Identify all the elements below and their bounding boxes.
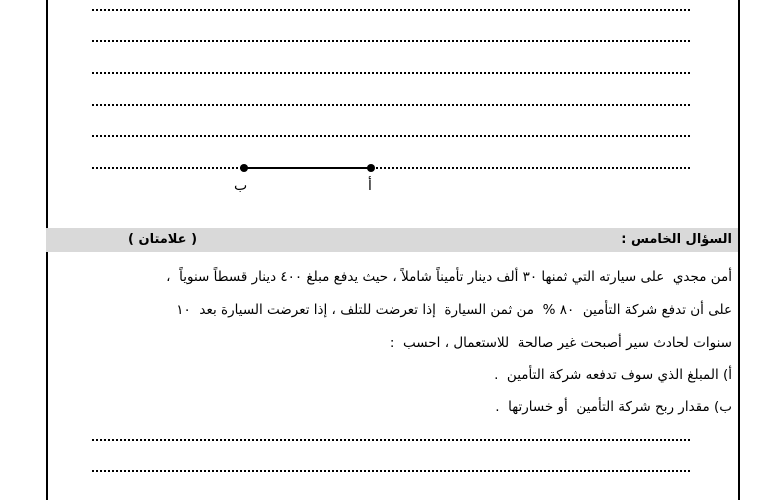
segment-label-a: أ	[368, 178, 372, 194]
segment-label-b: ب	[234, 178, 248, 194]
answer-line[interactable]	[92, 72, 690, 74]
segment-endpoint-a	[367, 164, 375, 172]
answer-line[interactable]	[92, 167, 690, 169]
answer-line[interactable]	[92, 104, 690, 106]
question-text-line: على أن تدفع شركة التأمين ٨٠ % من ثمن السيارة إذا تعرضت للتلف ، إذا تعرضت السيارة بعد ١٠	[176, 302, 732, 318]
question-title: السؤال الخامس :	[621, 232, 732, 247]
question-marks: ( علامتان )	[128, 232, 198, 247]
question-header	[46, 228, 738, 252]
segment-endpoint-b	[240, 164, 248, 172]
answer-line[interactable]	[92, 135, 690, 137]
answer-line[interactable]	[92, 470, 690, 472]
line-segment	[244, 167, 371, 169]
question-text-line: سنوات لحادث سير أصبحت غير صالحة للاستعمال ، احسب :	[389, 335, 732, 351]
answer-line[interactable]	[92, 9, 690, 11]
answer-line[interactable]	[92, 40, 690, 42]
answer-line[interactable]	[92, 439, 690, 441]
sub-question-a: أ) المبلغ الذي سوف تدفعه شركة التأمين .	[494, 367, 732, 383]
page-border-right	[738, 0, 740, 500]
question-text-line: أمن مجدي على سيارته التي ثمنها ٣٠ ألف دينار تأميناً شاملاً ، حيث يدفع مبلغ ٤٠٠ دينار قسطاً سنوياً ،	[166, 269, 732, 285]
sub-question-b: ب) مقدار ربح شركة التأمين أو خسارتها .	[495, 399, 732, 415]
